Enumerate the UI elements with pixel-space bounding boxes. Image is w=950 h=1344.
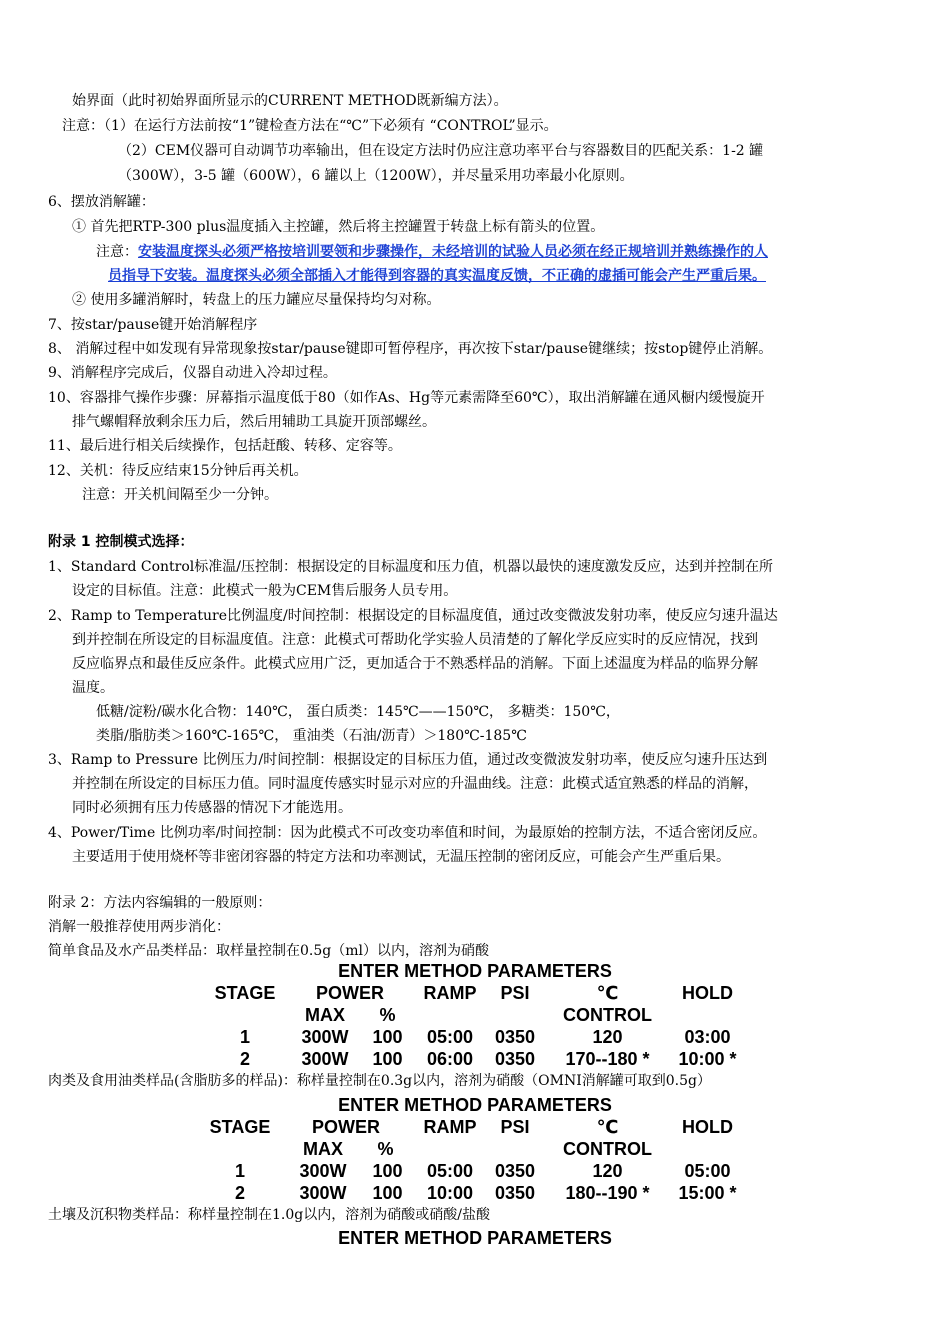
col-subheader-control: CONTROL: [563, 1139, 652, 1159]
col-header-power: POWER: [311, 1117, 380, 1137]
appendix2-title: 附录 2：方法内容编辑的一般原则：: [48, 895, 272, 911]
temperature-list: 类脂/脂肪类＞160℃-165℃， 重油类（石油/沥青）＞180℃-185℃: [96, 728, 527, 744]
appendix2-para: 土壤及沉积物类样品：称样量控制在1.0g以内，溶剂为硝酸或硝酸/盐酸: [48, 1207, 490, 1223]
warning-label: 注意：: [96, 244, 138, 260]
step-8: 8、 消解过程中如发现有异常现象按star/pause键即可暂停程序，再次按下star/pause键继续；按stop键停止消解。: [48, 341, 773, 357]
appendix1-item: 到并控制在所设定的目标温度值。注意：此模式可帮助化学实验人员清楚的了解化学反应实时的反应情况，找到: [72, 632, 758, 648]
col-subheader-percent: %: [377, 1139, 394, 1159]
col-header-psi: PSI: [500, 1117, 530, 1137]
temperature-list: 低糖/淀粉/碳水化合物：140℃， 蛋白质类：145℃——150℃， 多糖类：150℃，: [96, 704, 620, 720]
col-header-stage: STAGE: [214, 983, 276, 1003]
appendix2-para: 简单食品及水产品类样品：取样量控制在0.5g（ml）以内，溶剂为硝酸: [48, 943, 489, 959]
appendix1-item: 2、Ramp to Temperature比例温度/时间控制：根据设定的目标温度值，通过改变微波发射功率，使反应匀速升温达: [48, 608, 778, 624]
appendix2-para: 消解一般推荐使用两步消化：: [48, 919, 230, 935]
step-12: 12、关机：待反应结束15分钟后再关机。: [48, 463, 308, 479]
method-parameters-table: ENTER METHOD PARAMETERS STAGE POWER RAMP PSI ℃ HOLD MAX % CONTROL 1 300W 100 05:00 0350 120 03:00 2 300W 100 06:00 0350 170--180 * 10:00 *: [0, 960, 950, 1072]
col-header-power: POWER: [315, 983, 384, 1003]
warning-link-text[interactable]: 安装温度探头必须严格按培训要领和步骤操作，未经培训的试验人员必须在经正规培训并熟练操作的人: [138, 244, 768, 260]
table-caption: ENTER METHOD PARAMETERS: [338, 1095, 612, 1115]
table-caption: ENTER METHOD PARAMETERS: [338, 1228, 612, 1248]
col-header-stage: STAGE: [209, 1117, 271, 1137]
appendix1-item: 主要适用于使用烧杯等非密闭容器的特定方法和功率测试，无温压控制的密闭反应，可能会产生严重后果。: [72, 849, 730, 865]
appendix2-para: 肉类及食用油类样品(含脂肪多的样品)：称样量控制在0.3g以内，溶剂为硝酸（OMNI消解罐可取到0.5g）: [48, 1073, 711, 1089]
warning-line: [96, 242, 768, 262]
step-9: 9、消解程序完成后，仪器自动进入冷却过程。: [48, 365, 337, 381]
col-subheader-control: CONTROL: [563, 1005, 652, 1025]
col-subheader-max: MAX: [303, 1139, 343, 1159]
step-6a: ① 首先把RTP-300 plus温度插入主控罐，然后将主控罐置于转盘上标有箭头的位置。: [72, 219, 605, 235]
note-line: （300W），3-5 罐（600W），6 罐以上（1200W），并尽量采用功率最小化原则。: [118, 168, 634, 184]
method-parameters-table: [0, 1227, 950, 1251]
col-header-ramp: RAMP: [423, 1117, 477, 1137]
step-6b: ② 使用多罐消解时，转盘上的压力罐应尽量保持均匀对称。: [72, 292, 441, 308]
appendix1-item: 设定的目标值。注意：此模式一般为CEM售后服务人员专用。: [72, 583, 458, 599]
col-subheader-max: MAX: [305, 1005, 345, 1025]
step-12-note: 注意：开关机间隔至少一分钟。: [82, 487, 278, 503]
col-header-temp: ℃: [596, 983, 619, 1003]
method-parameters-table: ENTER METHOD PARAMETERS STAGE POWER RAMP PSI ℃ HOLD MAX % CONTROL 1 300W 100 05:00 0350 120 05:00 2 300W 100 10:00 0350 180--190 * 15:00 *: [0, 1094, 950, 1206]
appendix1-title: 附录 1 控制模式选择：: [48, 534, 194, 550]
col-subheader-percent: %: [379, 1005, 396, 1025]
appendix1-item: 反应临界点和最佳反应条件。此模式应用广泛，更加适合于不熟悉样品的消解。下面上述温度为样品的临界分解: [72, 656, 758, 672]
step-11: 11、最后进行相关后续操作，包括赶酸、转移、定容等。: [48, 438, 402, 454]
appendix1-item: 温度。: [72, 680, 114, 696]
appendix1-item: 同时必须拥有压力传感器的情况下才能选用。: [72, 800, 352, 816]
col-header-ramp: RAMP: [423, 983, 477, 1003]
col-header-hold: HOLD: [682, 1117, 733, 1137]
step-7: 7、按star/pause键开始消解程序: [48, 317, 258, 333]
step-10: 10、容器排气操作步骤：屏幕指示温度低于80（如作As、Hg等元素需降至60℃），取出消解罐在通风橱内缓慢旋开: [48, 390, 765, 406]
appendix1-item: 4、Power/Time 比例功率/时间控制：因为此模式不可改变功率值和时间，为最原始的控制方法，不适合密闭反应。: [48, 825, 767, 841]
note-line: 注意：（1）在运行方法前按“1”键检查方法在“℃”下必须有 “CONTROL”显示。: [62, 118, 558, 134]
step-10-cont: 排气螺帽释放剩余压力后，然后用辅助工具旋开顶部螺丝。: [72, 414, 436, 430]
col-header-hold: HOLD: [682, 983, 733, 1003]
col-header-temp: ℃: [596, 1117, 619, 1137]
text-line: 始界面（此时初始界面所显示的CURRENT METHOD既新编方法）。: [72, 93, 508, 109]
warning-link-text[interactable]: 员指导下安装。温度探头必须全部插入才能得到容器的真实温度反馈，不正确的虚插可能会产生严重后果。: [108, 268, 766, 284]
appendix1-item: 并控制在所设定的目标压力值。同时温度传感实时显示对应的升温曲线。注意：此模式适宜熟悉的样品的消解，: [72, 776, 758, 792]
appendix1-item: 1、Standard Control标准温/压控制：根据设定的目标温度和压力值，机器以最快的速度激发反应，达到并控制在所: [48, 559, 773, 575]
col-header-psi: PSI: [500, 983, 530, 1003]
table-caption: ENTER METHOD PARAMETERS: [338, 961, 612, 981]
appendix1-item: 3、Ramp to Pressure 比例压力/时间控制：根据设定的目标压力值，通过改变微波发射功率，使反应匀速升压达到: [48, 752, 768, 768]
note-line: （2）CEM仪器可自动调节功率输出，但在设定方法时仍应注意功率平台与容器数目的匹配关系：1-2 罐: [118, 143, 764, 159]
step-6: 6、摆放消解罐：: [48, 194, 155, 210]
warning-line: [108, 266, 766, 286]
